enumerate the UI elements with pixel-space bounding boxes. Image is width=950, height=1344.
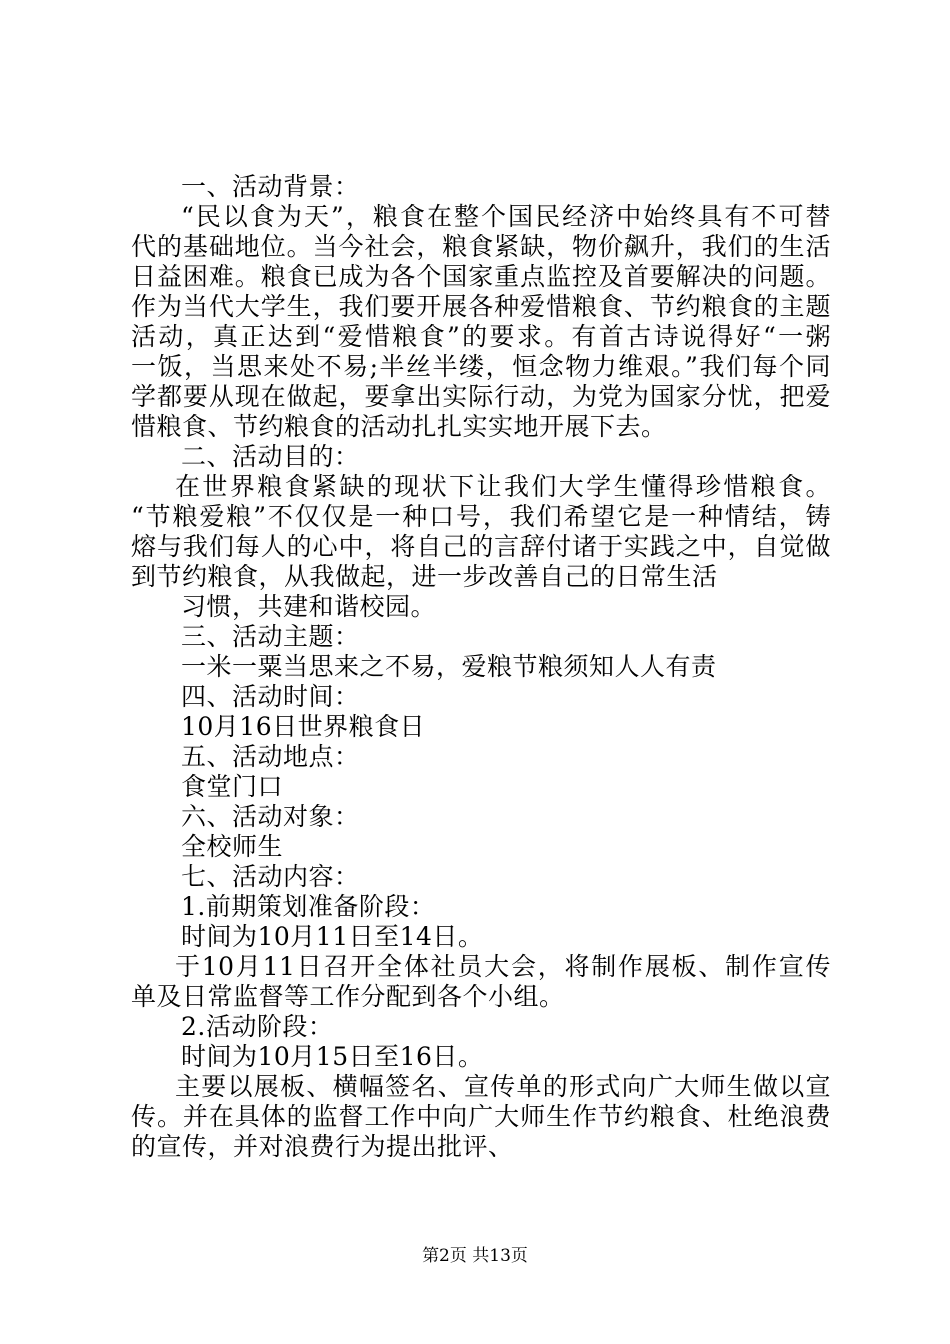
- paragraph-line: 主要以展板、横幅签名、宣传单的形式向广大师生做以宣: [175, 1072, 831, 1101]
- section-heading-content: 七、活动内容：: [181, 862, 360, 891]
- paragraph-line: 日益困难。粮食已成为各个国家重点监控及首要解决的问题。: [131, 262, 831, 291]
- section-heading-purpose: 二、活动目的：: [181, 442, 360, 471]
- subsection-heading-planning: 1.前期策划准备阶段：: [181, 892, 436, 921]
- page-number-footer: 第2页 共13页: [422, 1246, 528, 1266]
- paragraph-line: 学都要从现在做起，要拿出实际行动，为党为国家分忧，把爱: [131, 382, 831, 411]
- paragraph-line: 代的基础地位。当今社会，粮食紧缺，物价飙升，我们的生活: [131, 232, 831, 261]
- paragraph-line: 惜粮食、节约粮食的活动扎扎实实地开展下去。: [131, 412, 667, 441]
- activity-time-text: 时间为10月15日至16日。: [181, 1042, 484, 1071]
- section-heading-theme: 三、活动主题：: [181, 622, 360, 651]
- section-heading-time: 四、活动时间：: [181, 682, 360, 711]
- paragraph-line: “节粮爱粮”不仅仅是一种口号，我们希望它是一种情结，铸: [131, 502, 831, 531]
- section-heading-audience: 六、活动对象：: [181, 802, 360, 831]
- paragraph-line: 作为当代大学生，我们要开展各种爱惜粮食、节约粮食的主题: [131, 292, 831, 321]
- location-text: 食堂门口: [181, 772, 284, 801]
- audience-text: 全校师生: [181, 832, 284, 861]
- paragraph-line: 熔与我们每人的心中，将自己的言辞付诸于实践之中，自觉做: [131, 532, 831, 561]
- paragraph-line: 活动，真正达到“爱惜粮食”的要求。有首古诗说得好“一粥: [131, 322, 831, 351]
- subsection-heading-activity: 2.活动阶段：: [181, 1012, 334, 1041]
- paragraph-line: 传。并在具体的监督工作中向广大师生作节约粮食、杜绝浪费: [131, 1102, 831, 1131]
- paragraph-line: 的宣传，并对浪费行为提出批评、: [131, 1132, 514, 1161]
- document-body: [131, 172, 831, 1162]
- paragraph-line: 在世界粮食紧缺的现状下让我们大学生懂得珍惜粮食。: [175, 472, 831, 501]
- section-heading-location: 五、活动地点：: [181, 742, 360, 771]
- paragraph-line: 单及日常监督等工作分配到各个小组。: [131, 982, 565, 1011]
- theme-text: 一米一粟当思来之不易，爱粮节粮须知人人有责: [181, 652, 717, 681]
- paragraph-line: “民以食为天”，粮食在整个国民经济中始终具有不可替: [181, 202, 831, 231]
- paragraph-line: 一饭，当思来处不易;半丝半缕，恒念物力维艰。”我们每个同: [131, 352, 831, 381]
- paragraph-line: 到节约粮食，从我做起，进一步改善自己的日常生活: [131, 562, 718, 591]
- section-heading-background: 一、活动背景：: [181, 172, 360, 201]
- paragraph-line: 于10月11日召开全体社员大会，将制作展板、制作宣传: [175, 952, 831, 981]
- paragraph-line: 习惯，共建和谐校园。: [181, 592, 437, 621]
- time-text: 10月16日世界粮食日: [181, 712, 426, 741]
- planning-time-text: 时间为10月11日至14日。: [181, 922, 484, 951]
